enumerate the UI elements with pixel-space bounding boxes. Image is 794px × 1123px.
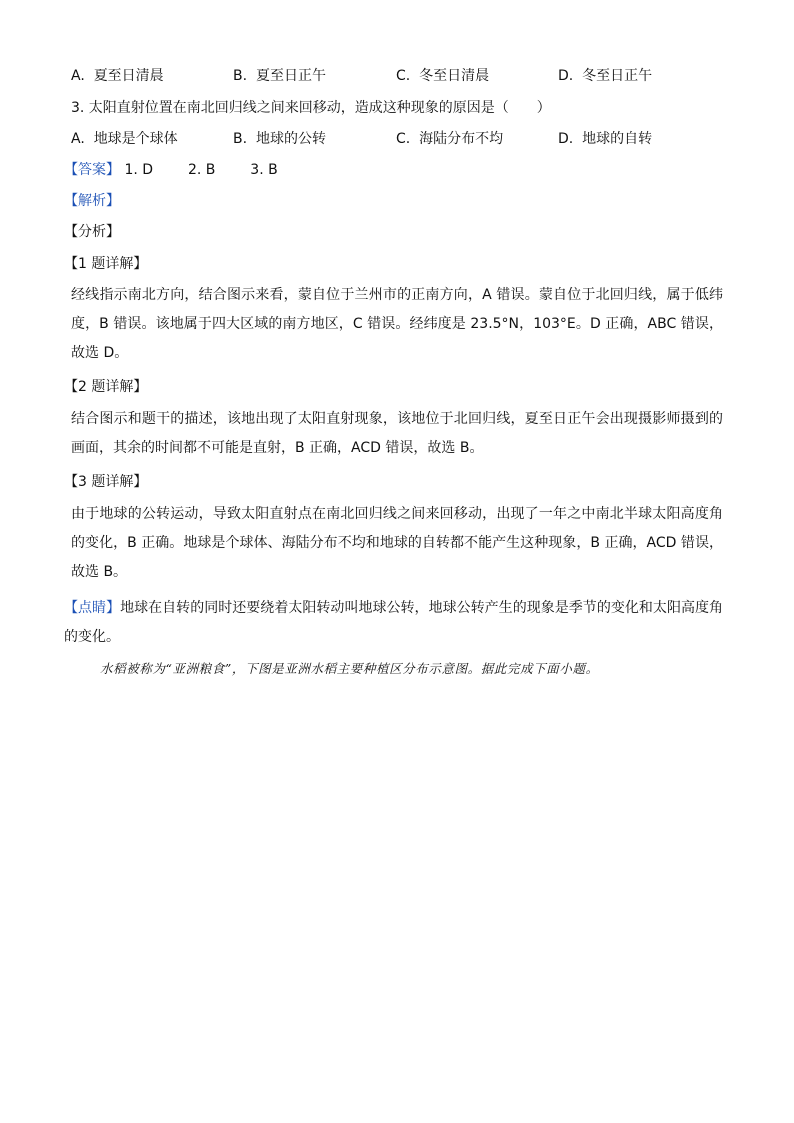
- detail-1-label: 【1 题详解】: [64, 256, 148, 272]
- next-question-intro: 水稻被称为“亚洲粮食”，下图是亚洲水稻主要种植区分布示意图。据此完成下面小题。: [100, 661, 599, 676]
- q3-option-d: [558, 130, 652, 148]
- fenxi-label: 【分析】: [64, 224, 120, 240]
- answer-line: [64, 161, 278, 179]
- option-a: [71, 67, 164, 85]
- answer-label: 【答案】: [64, 162, 120, 178]
- option-text: 地球的公转: [255, 131, 326, 147]
- detail-1-text: 经线指示南北方向，结合图示来看，蒙自位于兰州市的正南方向，A 错误。蒙自位于北回归线，属于低纬度，B 错误。该地属于四大区域的南方地区，C 错误。经纬度是 23.5°N，103°E。D 正确，ABC 错误，故选 D。: [71, 287, 723, 361]
- option-letter: D.: [558, 131, 574, 147]
- option-text: 海陆分布不均: [419, 131, 504, 147]
- option-letter: A.: [71, 68, 85, 84]
- detail-3-text: 由于地球的公转运动，导致太阳直射点在南北回归线之间来回移动，出现了一年之中南北半球太阳高度角的变化，B 正确。地球是个球体、海陆分布不均和地球的自转都不能产生这种现象，B 正确，ACD 错误，故选 B。: [71, 506, 723, 580]
- detail-3-label: 【3 题详解】: [64, 474, 148, 490]
- option-letter: C.: [396, 131, 411, 147]
- answer-item: 2. B: [187, 162, 216, 178]
- option-text: 地球的自转: [582, 131, 653, 147]
- option-letter: C.: [396, 68, 411, 84]
- option-letter: B.: [233, 131, 248, 147]
- option-text: 冬至日清晨: [419, 68, 490, 84]
- option-b: [233, 67, 326, 85]
- option-c: [396, 67, 489, 85]
- q3-option-b: [233, 130, 326, 148]
- option-letter: D.: [558, 68, 574, 84]
- dianjing-label: 【点睛】: [64, 600, 121, 616]
- option-text: 夏至日正午: [255, 68, 326, 84]
- option-text: 夏至日清晨: [93, 68, 164, 84]
- analysis-label: 【解析】: [64, 193, 120, 209]
- q3-option-c: [396, 130, 503, 148]
- q3-option-a: [71, 130, 178, 148]
- option-letter: B.: [233, 68, 248, 84]
- option-text: 地球是个球体: [93, 131, 178, 147]
- detail-2-text: 结合图示和题干的描述，该地出现了太阳直射现象，该地位于北回归线，夏至日正午会出现摄影师摄到的画面，其余的时间都不可能是直射，B 正确，ACD 错误，故选 B。: [71, 411, 723, 456]
- detail-2-label: 【2 题详解】: [64, 379, 148, 395]
- answer-item: 3. B: [250, 162, 278, 178]
- question-3-stem: 3. 太阳直射位置在南北回归线之间来回移动，造成这种现象的原因是（ ）: [71, 100, 551, 116]
- dianjing-text: 地球在自转的同时还要绕着太阳转动叫地球公转，地球公转产生的现象是季节的变化和太阳高度角的变化。: [64, 600, 724, 645]
- option-d: [558, 67, 652, 85]
- answer-item: 1. D: [124, 162, 154, 178]
- option-text: 冬至日正午: [582, 68, 653, 84]
- option-letter: A.: [71, 131, 85, 147]
- dianjing-paragraph: [64, 594, 723, 652]
